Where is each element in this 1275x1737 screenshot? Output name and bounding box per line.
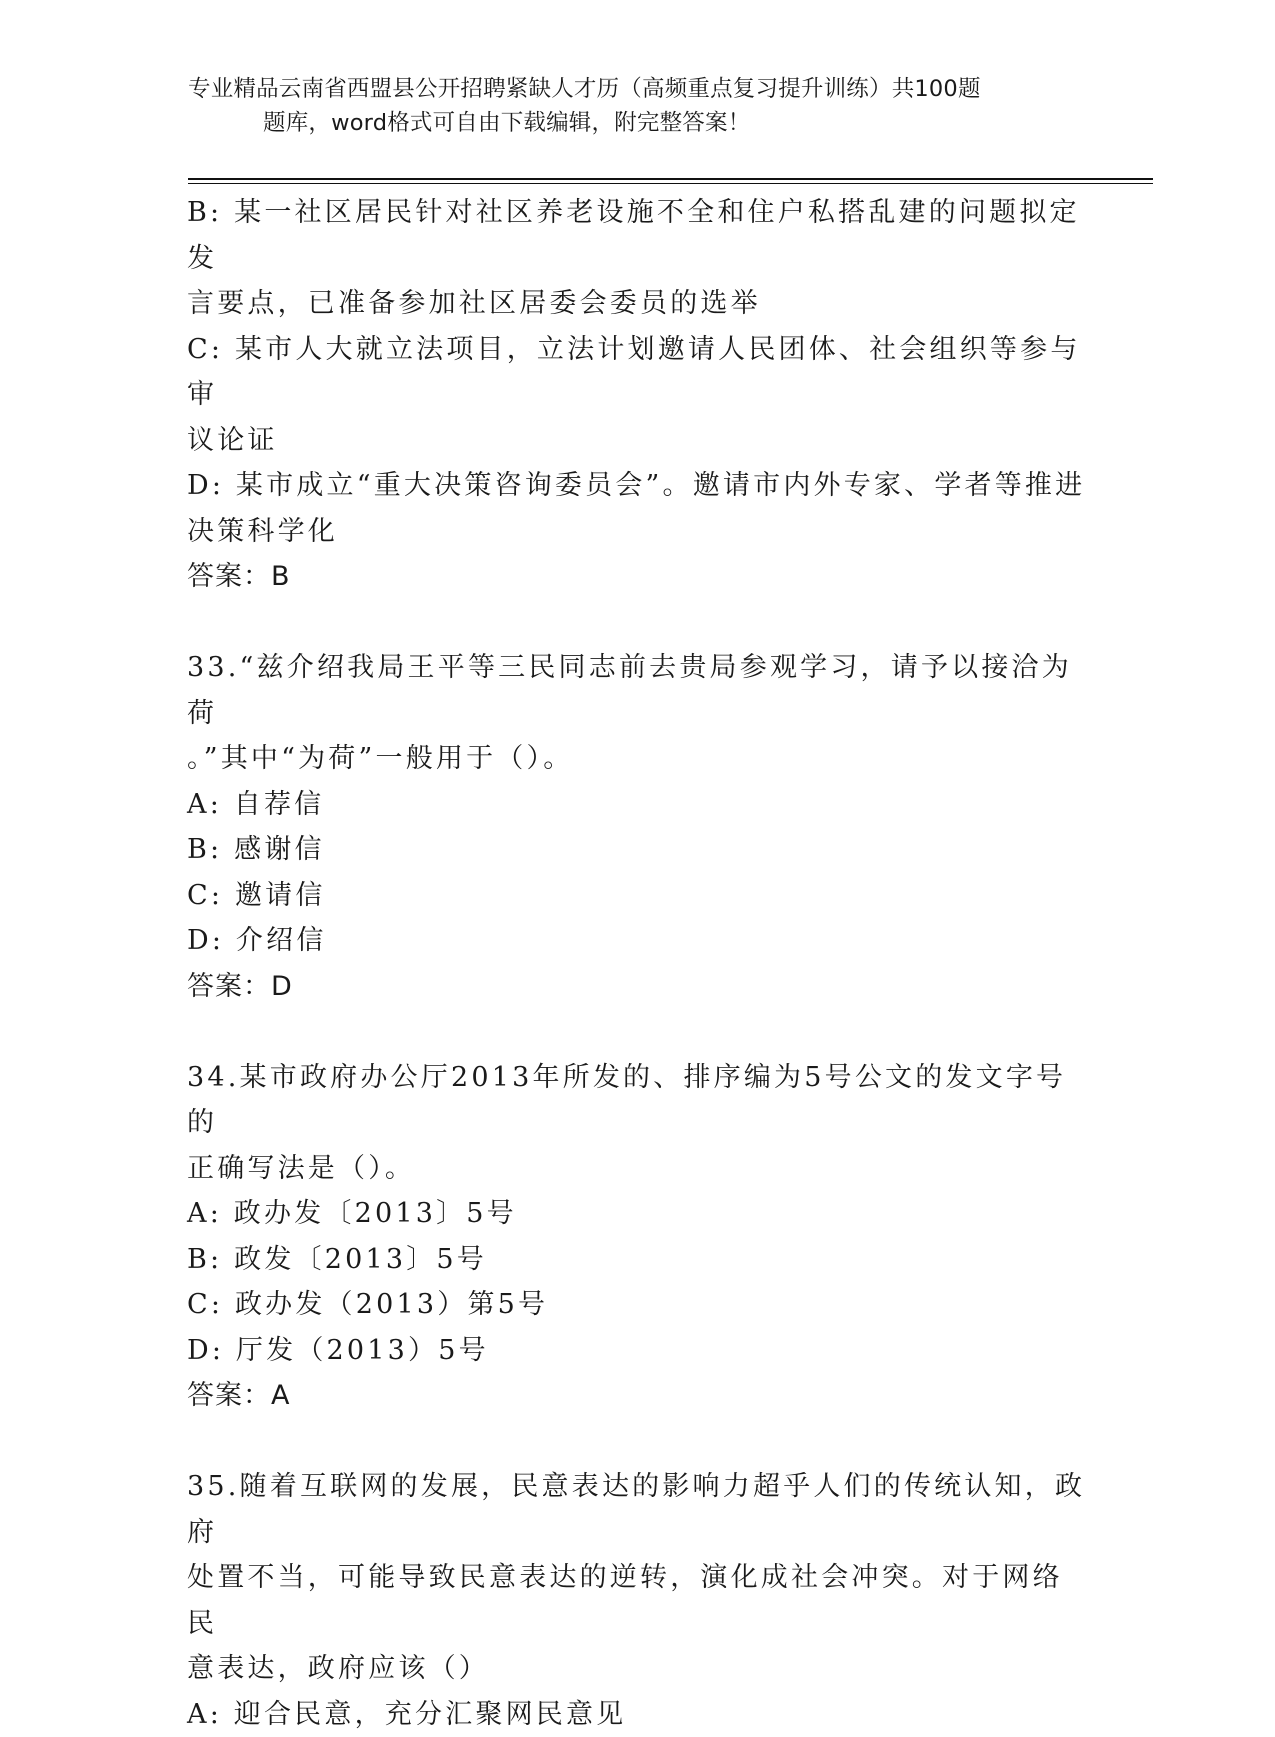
option-b: B: 政发〔2013〕5号	[187, 1237, 1087, 1283]
question-stem-line-1: 35.随着互联网的发展，民意表达的影响力超乎人们的传统认知，政府	[187, 1464, 1087, 1555]
document-header	[188, 72, 1068, 140]
option-a: A: 自荐信	[187, 782, 1087, 828]
option-b-line-1: B: 某一社区居民针对社区养老设施不全和住户私搭乱建的问题拟定发	[187, 190, 1087, 281]
question-34	[187, 1055, 1087, 1419]
question-stem-line-1: 34.某市政府办公厅2013年所发的、排序编为5号公文的发文字号的	[187, 1055, 1087, 1146]
option-c: C: 邀请信	[187, 873, 1087, 919]
header-rule-thick	[188, 178, 1153, 180]
option-b: B: 感谢信	[187, 827, 1087, 873]
option-c-line-1: C: 某市人大就立法项目，立法计划邀请人民团体、社会组织等参与审	[187, 327, 1087, 418]
header-title-line-1: 专业精品云南省西盟县公开招聘紧缺人才历（高频重点复习提升训练）共100题	[188, 72, 1068, 106]
question-stem-line-2: 正确写法是（）。	[187, 1146, 1087, 1192]
option-d: D: 厅发（2013）5号	[187, 1328, 1087, 1374]
option-c: C: 政办发（2013）第5号	[187, 1282, 1087, 1328]
document-body	[187, 190, 1087, 1737]
question-stem-line-3: 意表达，政府应该（）	[187, 1646, 1087, 1692]
option-d-line-2: 决策科学化	[187, 509, 1087, 555]
header-rule-thin	[188, 183, 1153, 184]
question-stem-line-2: 处置不当，可能导致民意表达的逆转，演化成社会冲突。对于网络民	[187, 1555, 1087, 1646]
spacer	[187, 600, 1087, 646]
option-c-line-2: 议论证	[187, 418, 1087, 464]
option-a: A: 政办发〔2013〕5号	[187, 1191, 1087, 1237]
answer: 答案：B	[187, 554, 1087, 600]
question-stem-line-1: 33.“兹介绍我局王平等三民同志前去贵局参观学习，请予以接洽为荷	[187, 645, 1087, 736]
option-d-line-1: D: 某市成立“重大决策咨询委员会”。邀请市内外专家、学者等推进	[187, 463, 1087, 509]
spacer	[187, 1009, 1087, 1055]
question-32-continued	[187, 190, 1087, 600]
question-stem-line-2: 。”其中“为荷”一般用于（）。	[187, 736, 1087, 782]
answer: 答案：A	[187, 1373, 1087, 1419]
option-b-line-2: 言要点，已准备参加社区居委会委员的选举	[187, 281, 1087, 327]
question-35	[187, 1464, 1087, 1737]
option-a: A: 迎合民意，充分汇聚网民意见	[187, 1692, 1087, 1737]
question-33	[187, 645, 1087, 1009]
spacer	[187, 1419, 1087, 1465]
answer: 答案：D	[187, 964, 1087, 1010]
header-title-line-2: 题库，word格式可自由下载编辑，附完整答案！	[188, 106, 1068, 140]
option-d: D: 介绍信	[187, 918, 1087, 964]
